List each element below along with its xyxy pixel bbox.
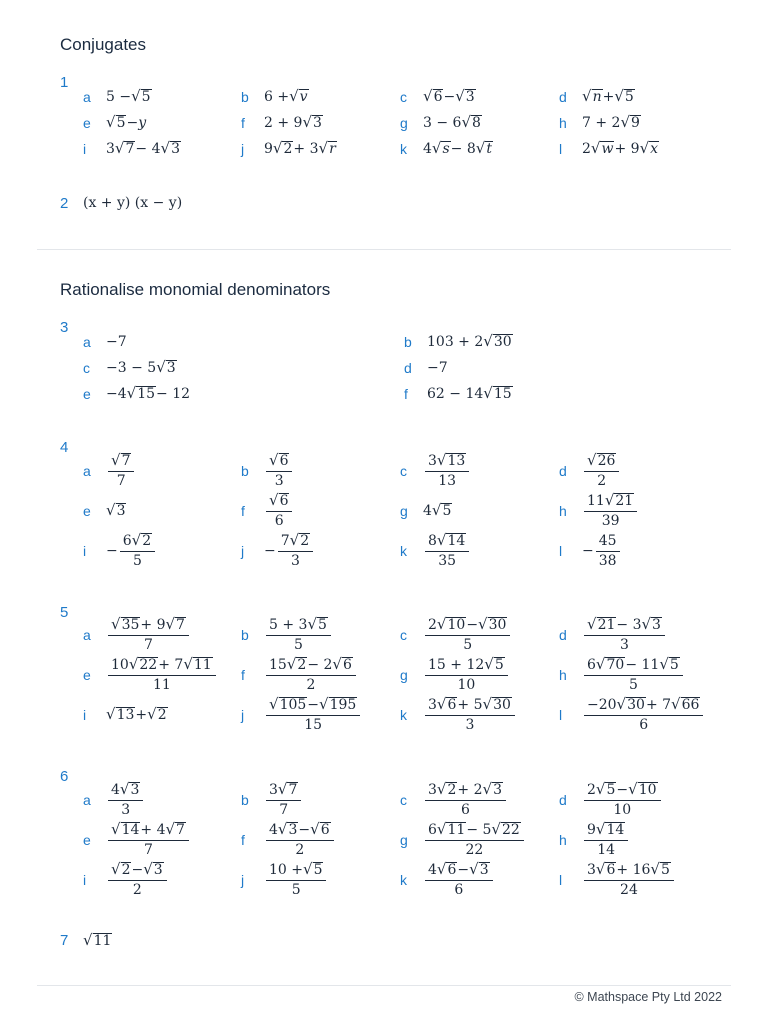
square-root: √ 35 [111,614,140,633]
fraction: 3 √ 6 + 16 √ 5 24 [584,862,674,898]
square-root: √ 2 [111,859,131,878]
square-root: √ 2 [289,530,310,549]
square-root: √ 3 [455,86,475,105]
answer-part [241,780,391,820]
part-label: c [400,627,407,643]
answer-expression: −3 − 5 √ 3 [106,357,176,376]
fraction: √ 105 − √ 195 15 [266,697,360,733]
fraction: 4 √ 6 − √ 3 6 [425,862,493,898]
fraction: √ 2 − √ 3 2 [108,862,167,898]
answer-expression [106,819,191,859]
square-root: √ 3 [119,779,140,798]
answer-part [83,491,233,531]
answer-part [400,451,550,491]
answer-expression [582,859,676,899]
answer-expression [264,614,333,654]
square-root: √ 195 [319,694,357,713]
part-label: e [83,503,91,519]
square-root: √ 30 [478,614,507,633]
answer-q2: (x + y) (x − y) [83,195,183,211]
part-label: j [241,141,245,157]
fraction: 9 √ 14 14 [584,822,628,858]
fraction: √ 6 3 [266,453,292,489]
answer-expression [423,859,495,899]
square-root: √ 3 [469,859,489,878]
part-label: j [241,543,245,559]
part-label: k [400,872,407,888]
part-label: h [559,503,567,519]
answer-expression [264,450,294,490]
square-root: √ n [582,86,602,105]
part-label: h [559,667,567,683]
answer-part [241,531,391,571]
answer-part [400,531,550,571]
answer-expression [423,694,517,734]
part-label: k [400,707,407,723]
square-root: √ s [431,138,450,157]
answer-expression: − $\frac{45}{38}$ [582,533,622,569]
part-label: c [400,792,407,808]
answer-part [559,615,709,655]
part-label: d [559,792,567,808]
fraction: 3 √ 13 13 [425,453,469,489]
square-root: √ 5 [659,654,679,673]
answer-expression: 7 + 2 √ 9 [582,112,640,131]
answer-part [559,820,709,860]
answer-expression: −7 [427,360,448,376]
part-label: i [83,707,87,723]
answer-expression: −7 [106,334,127,350]
part-label: d [559,89,567,105]
answer-expression [106,654,218,694]
answer-part [241,129,391,169]
part-label: f [241,667,245,683]
answer-part [241,451,391,491]
answer-part [83,615,233,655]
part-label: b [241,463,249,479]
answer-part [83,780,233,820]
square-root: √ w [590,138,614,157]
section-title-rationalise: Rationalise monomial denominators [60,280,331,299]
answer-expression [106,614,191,654]
part-label: g [400,115,408,131]
square-root: √ 13 [436,450,466,469]
answer-expression [423,614,512,654]
answer-part [400,695,550,735]
square-root: √ 3 [143,859,163,878]
square-root: √ 10 [628,779,657,798]
answer-part [83,695,233,735]
fraction: √ 21 − 3 √ 3 3 [584,617,665,653]
answer-part [83,451,233,491]
part-label: b [404,334,412,350]
square-root: √ 7 [111,450,131,469]
answer-part [241,491,391,531]
fraction: 2 √ 10 − √ 30 5 [425,617,510,653]
answer-expression: 5 − √ 5 [106,86,151,105]
fraction: 6 √ 70 − 11 √ 5 5 [584,657,683,693]
fraction: 8 √ 14 35 [425,533,469,569]
answer-part [83,820,233,860]
fraction: 4 √ 3 − √ 6 2 [266,822,334,858]
square-root: √ 6 [595,859,616,878]
square-root: √ 26 [587,450,616,469]
answer-expression [423,654,510,694]
fraction: −20 √ 30 + 7 √ 66 6 [584,697,703,733]
question-number: 3 [60,319,69,336]
square-root: √ 3 [156,357,176,376]
square-root: √ 3 [277,819,298,838]
square-root: √ v [289,86,308,105]
answer-expression: 3 − 6 √ 8 [423,112,481,131]
part-label: a [83,89,91,105]
part-label: i [83,872,87,888]
fraction: 15 √ 2 − 2 √ 6 2 [266,657,356,693]
question-number: 5 [60,604,69,621]
part-label: f [241,832,245,848]
answer-part [241,655,391,695]
part-label: b [241,792,249,808]
answer-expression [423,779,508,819]
fraction: 6 √ 11 − 5 √ 22 22 [425,822,524,858]
fraction: 15 + 12 √ 5 10 [425,657,508,693]
part-label: i [83,141,87,157]
square-root: √ 5 [303,859,323,878]
square-root: √ 21 [604,490,634,509]
square-root: √ 66 [671,694,700,713]
answer-part [83,374,233,414]
square-root: √ 5 [484,654,504,673]
part-label: c [83,360,90,376]
fraction: 3 √ 6 + 5 √ 30 3 [425,697,515,733]
answer-part [400,615,550,655]
answer-expression: − 6 √ 2 5 [106,533,157,569]
answer-expression: √ n + √ 5 [582,86,634,105]
part-label: f [404,386,408,402]
part-label: e [83,386,91,402]
square-root: √ 10 [436,614,466,633]
fraction: 6 √ 2 5 [120,533,155,569]
square-root: √ 22 [491,819,520,838]
square-root: √ 2 [436,779,457,798]
square-root: √ 7 [277,779,298,798]
answer-part [400,491,550,531]
square-root: √ 2 [272,138,293,157]
square-root: √ 3 [160,138,180,157]
answer-part [559,780,709,820]
fraction: 11 √ 21 39 [584,493,637,529]
answer-part [400,780,550,820]
fraction: √ 26 2 [584,453,619,489]
square-root: √ 30 [482,694,511,713]
answer-expression [423,450,471,490]
answer-expression: 4 √ s − 8 √ t [423,138,492,157]
square-root: √ 3 [641,614,661,633]
part-label: d [559,627,567,643]
answer-expression: √ 13 + √ 2 [106,704,167,723]
answer-expression [423,530,471,570]
answer-expression [264,490,294,530]
square-root: √ t [475,138,492,157]
footer-divider [37,985,731,986]
answer-expression: 103 + 2 √ 30 [427,331,512,350]
answer-expression: 4 √ 5 [423,500,452,519]
question-number: 6 [60,768,69,785]
square-root: √ 2 [131,530,152,549]
answer-expression [582,779,663,819]
answer-part [83,531,233,571]
part-label: k [400,141,407,157]
fraction: $\frac{45}{38}$ [596,533,620,569]
answer-expression [582,614,667,654]
question-number: 7 [60,932,69,949]
square-root: √ 6 [436,694,457,713]
answer-part [559,695,709,735]
square-root: √ 3 [482,779,502,798]
square-root: √ 8 [461,112,481,131]
answer-expression [106,859,169,899]
answer-expression [582,490,639,530]
square-root: √ 11 [436,819,466,838]
answer-part [400,129,550,169]
question-number: 1 [60,74,69,91]
answer-expression [582,694,705,734]
square-root: √ 14 [595,819,625,838]
answer-expression [106,779,145,819]
part-label: e [83,832,91,848]
square-root: √ 9 [620,112,640,131]
square-root: √ 70 [595,654,625,673]
square-root: √ 6 [423,86,443,105]
square-root: √ 5 [650,859,670,878]
answer-expression [264,819,336,859]
part-label: i [83,543,87,559]
answer-expression [264,779,303,819]
part-label: g [400,667,408,683]
answer-part [241,695,391,735]
square-root: √ 3 [302,112,322,131]
answer-part [241,820,391,860]
square-root: √ 7 [114,138,135,157]
fraction: 2 √ 5 − √ 10 10 [584,782,661,818]
square-root: √ 2 [286,654,307,673]
answer-part [400,860,550,900]
part-label: g [400,832,408,848]
answer-part [404,374,554,414]
part-label: d [404,360,412,376]
question-number: 2 [60,195,69,212]
part-label: l [559,872,563,888]
part-label: g [400,503,408,519]
answer-expression [582,819,630,859]
square-root: √ x [639,138,659,157]
answer-expression: 3 √ 7 − 4 √ 3 [106,138,180,157]
answer-expression [83,930,112,949]
answer-part [400,655,550,695]
answer-expression: −4 √ 15 − 12 [106,383,191,402]
part-label: d [559,463,567,479]
answer-part [559,491,709,531]
answer-part [559,451,709,491]
answer-expression: 6 + √ v [264,86,308,105]
square-root: √ 105 [269,694,307,713]
part-label: a [83,627,91,643]
square-root: √ 6 [269,490,289,509]
square-root: √ 14 [111,819,140,838]
square-root: √ 30 [616,694,645,713]
answer-expression: 2 + 9 √ 3 [264,112,322,131]
square-root: √ 11 [83,930,112,949]
fraction: 4 √ 3 3 [108,782,143,818]
square-root: √ 6 [436,859,457,878]
part-label: e [83,667,91,683]
answer-expression: 2 √ w + 9 √ x [582,138,659,157]
fraction: 10 √ 22 + 7 √ 11 11 [108,657,216,693]
square-root: √ 13 [106,704,135,723]
part-label: b [241,627,249,643]
square-root: √ 6 [310,819,330,838]
fraction: √ 7 7 [108,453,134,489]
fraction: 3 √ 7 7 [266,782,301,818]
square-root: √ 15 [483,383,512,402]
square-root: √ 2 [147,704,167,723]
part-label: c [400,463,407,479]
answer-part [83,860,233,900]
answer-part [400,820,550,860]
answer-expression [423,819,526,859]
part-label: a [83,334,91,350]
answer-expression [264,859,328,899]
answer-expression [582,654,685,694]
answer-expression: √ 5 − y [106,112,147,131]
part-label: e [83,115,91,131]
answer-part [83,129,233,169]
square-root: √ 6 [332,654,352,673]
answer-expression [106,450,136,490]
part-label: c [400,89,407,105]
answer-part [559,129,709,169]
part-label: l [559,707,563,723]
square-root: √ 15 [126,383,156,402]
part-label: a [83,792,91,808]
part-label: a [83,463,91,479]
square-root: √ 5 [431,500,452,519]
answer-expression [106,500,126,519]
square-root: √ 5 [614,86,634,105]
answer-expression [264,694,362,734]
part-label: j [241,872,245,888]
square-root: √ 30 [483,331,512,350]
square-root: √ 5 [106,112,126,131]
answer-expression [264,654,358,694]
fraction: 10 + √ 5 5 [266,862,326,898]
part-label: l [559,543,563,559]
part-label: f [241,115,245,131]
square-root: √ 7 [165,614,185,633]
section-divider [37,249,731,250]
square-root: √ 5 [131,86,151,105]
answer-part [559,531,709,571]
square-root: √ 14 [436,530,466,549]
square-root: √ 3 [106,500,126,519]
copyright-footer: © Mathspace Pty Ltd 2022 [574,990,722,1004]
answer-part [83,655,233,695]
section-title-conjugates: Conjugates [60,35,147,54]
answer-part [559,655,709,695]
answer-expression: − 7 √ 2 3 [264,533,315,569]
fraction: √ 35 + 9 √ 7 7 [108,617,189,653]
square-root: √ 11 [183,654,212,673]
answer-part [559,860,709,900]
part-label: h [559,115,567,131]
fraction: √ 6 6 [266,493,292,529]
fraction: 5 + 3 √ 5 5 [266,617,331,653]
square-root: √ 21 [587,614,616,633]
answer-part [241,615,391,655]
answer-expression: 9 √ 2 + 3 √ r [264,138,336,157]
part-label: b [241,89,249,105]
answer-expression: 62 − 14 √ 15 [427,383,512,402]
fraction: 7 √ 2 3 [278,533,313,569]
part-label: k [400,543,407,559]
part-label: h [559,832,567,848]
square-root: √ 22 [128,654,158,673]
fraction: 3 √ 2 + 2 √ 3 6 [425,782,506,818]
answer-expression [582,450,621,490]
fraction: √ 14 + 4 √ 7 7 [108,822,189,858]
square-root: √ 5 [595,779,616,798]
square-root: √ 7 [165,819,185,838]
square-root: √ 5 [307,614,327,633]
part-label: f [241,503,245,519]
question-number: 4 [60,439,69,456]
part-label: l [559,141,563,157]
square-root: √ 6 [269,450,289,469]
square-root: √ r [318,138,336,157]
answer-expression: √ 6 − √ 3 [423,86,475,105]
part-label: j [241,707,245,723]
answer-part [241,860,391,900]
